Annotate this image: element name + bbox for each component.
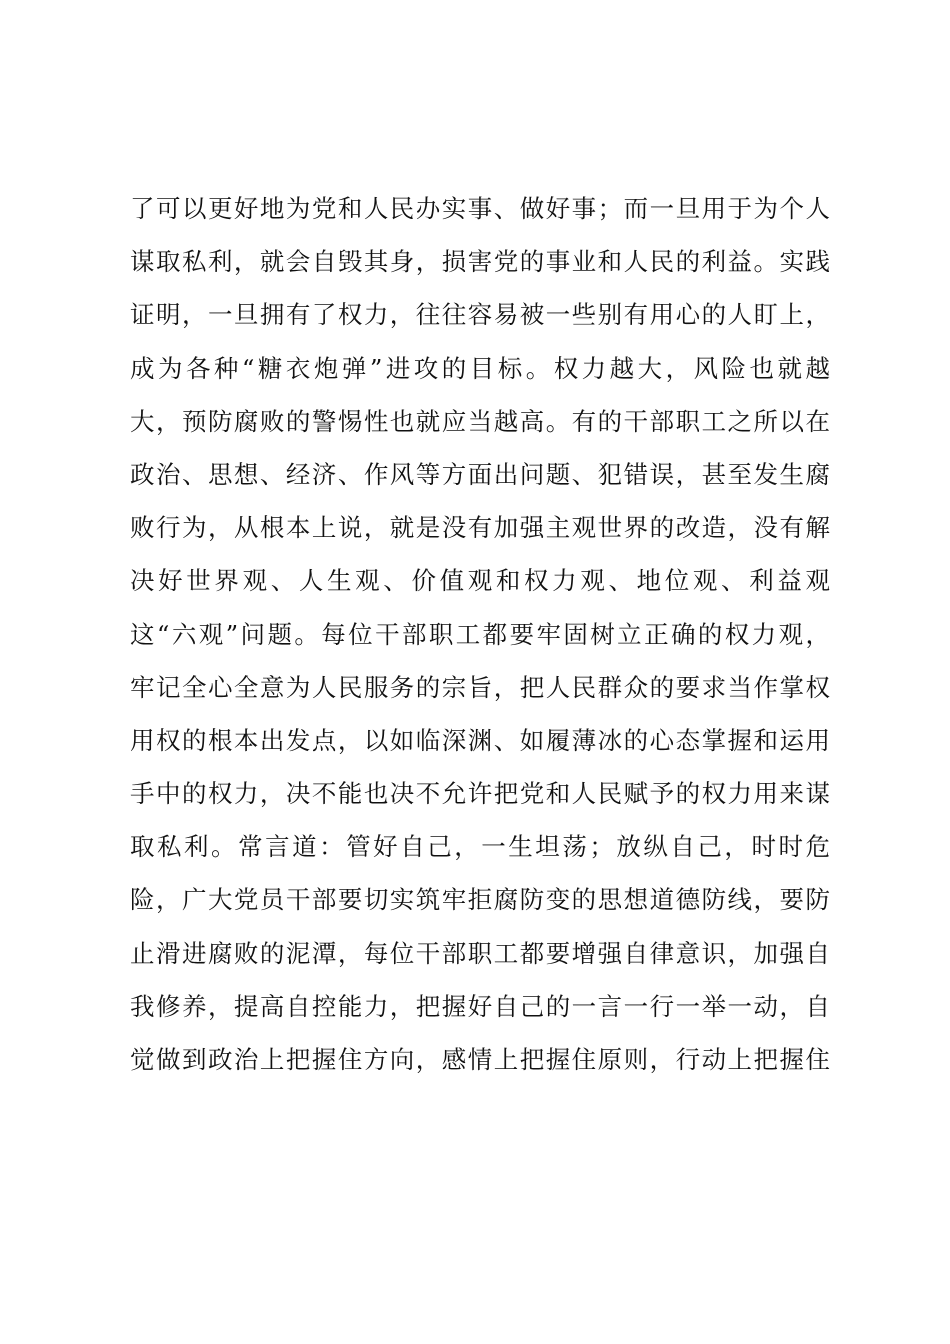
text-line-7: 败行为，从根本上说，就是没有加强主观世界的改造，没有解 [130,513,830,543]
text-line-16: 我修养，提高自控能力，把握好自己的一言一行一举一动，自 [130,991,830,1021]
text-line-3: 证明，一旦拥有了权力，往往容易被一些别有用心的人盯上， [130,300,830,330]
text-line-13: 取私利。常言道：管好自己，一生坦荡；放纵自己，时时危 [130,832,830,862]
text-line-5: 大，预防腐败的警惕性也就应当越高。有的干部职工之所以在 [130,406,830,436]
text-line-10: 牢记全心全意为人民服务的宗旨，把人民群众的要求当作掌权 [130,672,830,702]
text-line-8: 决好世界观、人生观、价值观和权力观、地位观、利益观 [130,566,830,596]
text-line-2: 谋取私利，就会自毁其身，损害党的事业和人民的利益。实践 [130,247,830,277]
text-line-12: 手中的权力，决不能也决不允许把党和人民赋予的权力用来谋 [130,779,830,809]
text-line-4: 成为各种“糖衣炮弹”进攻的目标。权力越大，风险也就越 [130,353,830,383]
text-line-17: 觉做到政治上把握住方向，感情上把握住原则，行动上把握住 [130,1045,830,1074]
text-line-14: 险，广大党员干部要切实筑牢拒腐防变的思想道德防线，要防 [130,885,830,915]
text-line-9: 这“六观”问题。每位干部职工都要牢固树立正确的权力观， [130,619,830,649]
text-line-15: 止滑进腐败的泥潭，每位干部职工都要增强自律意识，加强自 [130,938,830,968]
body-paragraph [130,182,830,1086]
text-line-11: 用权的根本出发点，以如临深渊、如履薄冰的心态掌握和运用 [130,725,830,755]
text-line-1: 了可以更好地为党和人民办实事、做好事；而一旦用于为个人 [130,194,830,223]
text-line-6: 政治、思想、经济、作风等方面出问题、犯错误，甚至发生腐 [130,459,830,489]
